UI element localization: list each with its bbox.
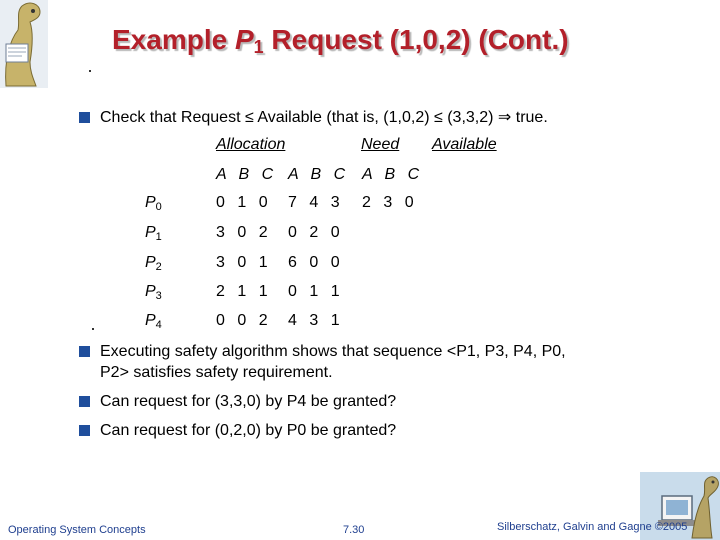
available-cell: 2 3 0	[362, 194, 418, 211]
header-need: Need	[361, 136, 400, 153]
bullet-marker	[79, 425, 90, 436]
process-label: $P_2$	[145, 254, 162, 273]
bullet-safety-algorithm-cont: P2> satisfies safety requirement.	[100, 364, 333, 381]
footer-course: Operating System Concepts	[8, 524, 146, 536]
bullet-marker	[79, 346, 90, 357]
process-label: $P_0$	[145, 194, 162, 213]
bullet-request-p0: Can request for (0,2,0) by P0 be granted?	[100, 422, 397, 439]
process-label: $P_4$	[145, 312, 162, 331]
need-cell: 6 0 0	[288, 254, 344, 271]
columns-need: A B C	[288, 166, 350, 183]
bullet-request-p4: Can request for (3,3,0) by P4 be granted?	[100, 393, 397, 410]
slide-title: Example $P_1$ Request (1,0,2) (Cont.)	[112, 24, 569, 57]
allocation-cell: 3 0 2	[216, 224, 272, 241]
stray-mark	[89, 70, 91, 72]
dinosaur-reading-icon	[0, 0, 48, 88]
header-allocation: Allocation	[216, 136, 286, 153]
columns-allocation: A B C	[216, 166, 278, 183]
need-cell: 0 2 0	[288, 224, 344, 241]
bullet-marker	[79, 112, 90, 123]
bullet-marker	[79, 396, 90, 407]
stray-mark	[92, 328, 94, 330]
columns-available: A B C	[362, 166, 424, 183]
allocation-cell: 3 0 1	[216, 254, 272, 271]
footer-page-number: 7.30	[343, 524, 365, 536]
allocation-cell: 2 1 1	[216, 283, 272, 300]
process-label: $P_3$	[145, 283, 162, 302]
bullet-check-request: Check that Request ≤ Available (that is, (1,0,2) ≤ (3,3,2) ⇒ true.	[100, 109, 548, 126]
process-label: $P_1$	[145, 224, 162, 243]
need-cell: 4 3 1	[288, 312, 344, 329]
bullet-safety-algorithm: Executing safety algorithm shows that sequence <P1, P3, P4, P0,	[100, 343, 566, 360]
allocation-cell: 0 0 2	[216, 312, 272, 329]
footer-copyright: Silberschatz, Galvin and Gagne ©2005	[497, 521, 688, 533]
need-cell: 0 1 1	[288, 283, 344, 300]
header-available: Available	[432, 136, 497, 153]
allocation-cell: 0 1 0	[216, 194, 272, 211]
need-cell: 7 4 3	[288, 194, 344, 211]
